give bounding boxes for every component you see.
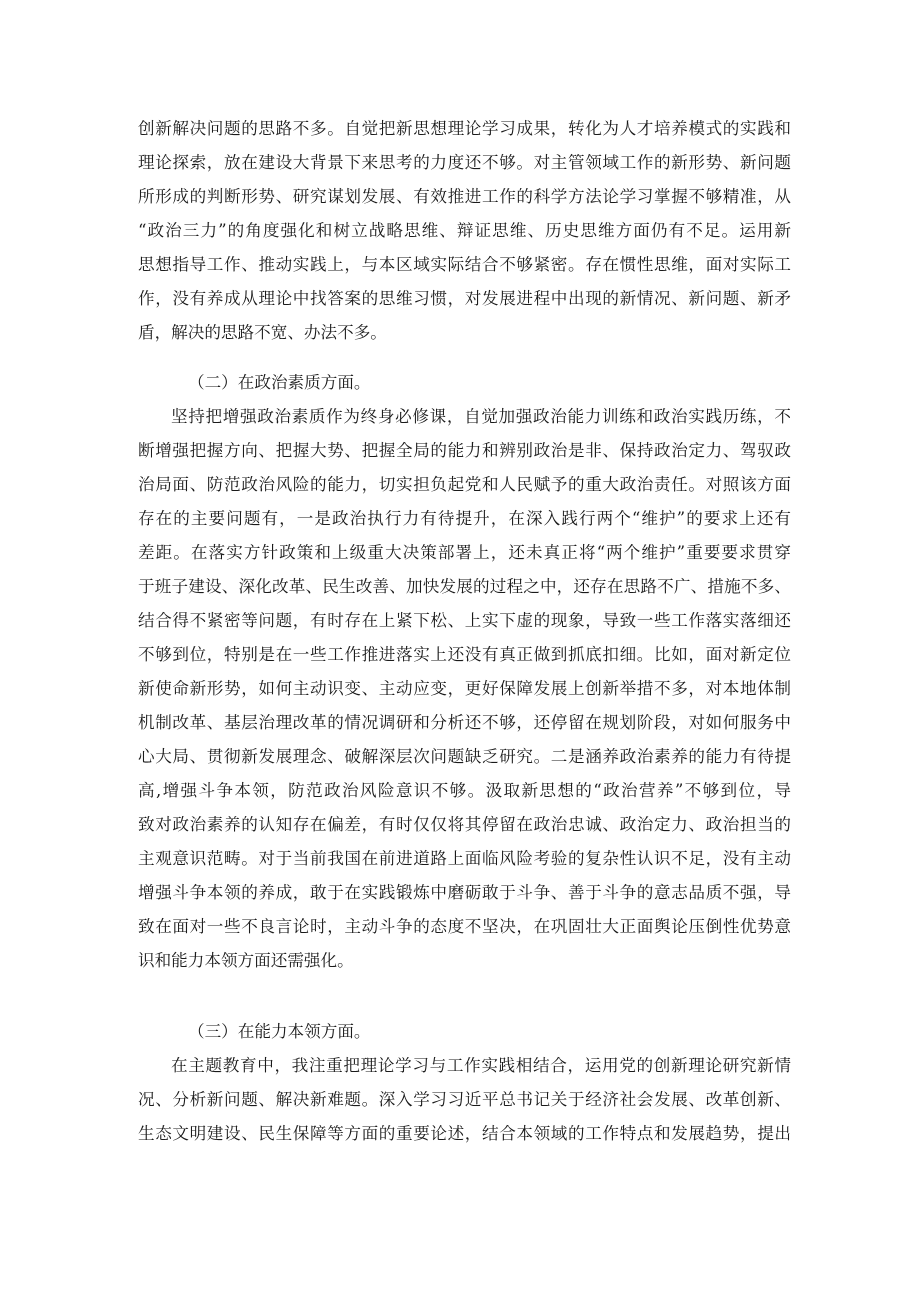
text-line: 生态文明建设、民生保障等方面的重要论述，结合本领域的工作特点和发展趋势，提出 (138, 1124, 791, 1143)
text-line: 差距。在落实方针政策和上级重大决策部署上，还未真正将“两个维护”重要要求贯穿 (138, 543, 791, 562)
paragraph-3 (138, 1049, 791, 1151)
text-line: 识和能力本领方面还需强化。 (138, 951, 354, 970)
heading-text: （三）在能力本领方面。 (188, 1022, 371, 1041)
section-heading-2 (138, 366, 791, 400)
text-line: 结合得不紧密等问题，有时存在上紧下松、上实下虚的现象，导致一些工作落实落细还 (138, 611, 791, 630)
paragraph-2 (138, 400, 791, 978)
heading-text: （二）在政治素质方面。 (188, 373, 371, 392)
text-line: 致对政治素养的认知存在偏差，有时仅仅将其停留在政治忠诚、政治定力、政治担当的 (138, 815, 791, 834)
text-line: 增强斗争本领的养成，敢于在实践锻炼中磨砺敢于斗争、善于斗争的意志品质不强，导 (138, 883, 791, 902)
text-line: 机制改革、基层治理改革的情况调研和分析还不够，还停留在规划阶段，对如何服务中 (138, 713, 791, 732)
text-line: 致在面对一些不良言论时，主动斗争的态度不坚决，在巩固壮大正面舆论压倒性优势意 (138, 917, 791, 936)
text-line: 高,增强斗争本领，防范政治风险意识不够。汲取新思想的“政治营养”不够到位，导 (138, 781, 791, 800)
text-line: 在主题教育中，我注重把理论学习与工作实践相结合，运用党的创新理论研究新情 (171, 1056, 791, 1075)
text-line: 心大局、贯彻新发展理念、破解深层次问题缺乏研究。二是涵养政治素养的能力有待提 (138, 747, 791, 766)
text-line: 作，没有养成从理论中找答案的思维习惯，对发展进程中出现的新情况、新问题、新矛 (138, 289, 791, 308)
text-line: 不够到位，特别是在一些工作推进落实上还没有真正做到抓底扣细。比如，面对新定位 (138, 645, 791, 664)
text-line: “政治三力”的角度强化和树立战略思维、辩证思维、历史思维方面仍有不足。运用新 (138, 221, 791, 240)
text-line: 理论探索，放在建设大背景下来思考的力度还不够。对主管领域工作的新形势、新问题 (138, 153, 791, 172)
text-line: 存在的主要问题有，一是政治执行力有待提升，在深入践行两个“维护”的要求上还有 (138, 509, 791, 528)
text-line: 创新解决问题的思路不多。自觉把新思想理论学习成果，转化为人才培养模式的实践和 (138, 119, 791, 138)
section-heading-3 (138, 1015, 791, 1049)
text-line: 主观意识范畴。对于当前我国在前进道路上面临风险考验的复杂性认识不足，没有主动 (138, 849, 791, 868)
text-line: 盾，解决的思路不宽、办法不多。 (138, 323, 387, 342)
text-line: 新使命新形势，如何主动识变、主动应变，更好保障发展上创新举措不多，对本地体制 (138, 679, 791, 698)
text-line: 况、分析新问题、解决新难题。深入学习习近平总书记关于经济社会发展、改革创新、 (138, 1090, 791, 1109)
text-line: 所形成的判断形势、研究谋划发展、有效推进工作的科学方法论学习掌握不够精准，从 (138, 187, 791, 206)
text-line: 思想指导工作、推动实践上，与本区域实际结合不够紧密。存在惯性思维，面对实际工 (138, 255, 791, 274)
text-line: 治局面、防范政治风险的能力，切实担负起党和人民赋予的重大政治责任。对照该方面 (138, 475, 791, 494)
paragraph-1 (138, 112, 791, 350)
text-line: 坚持把增强政治素质作为终身必修课，自觉加强政治能力训练和政治实践历练，不 (171, 407, 791, 426)
text-line: 于班子建设、深化改革、民生改善、加快发展的过程之中，还存在思路不广、措施不多、 (138, 577, 791, 596)
text-line: 断增强把握方向、把握大势、把握全局的能力和辨别政治是非、保持政治定力、驾驭政 (138, 441, 791, 460)
